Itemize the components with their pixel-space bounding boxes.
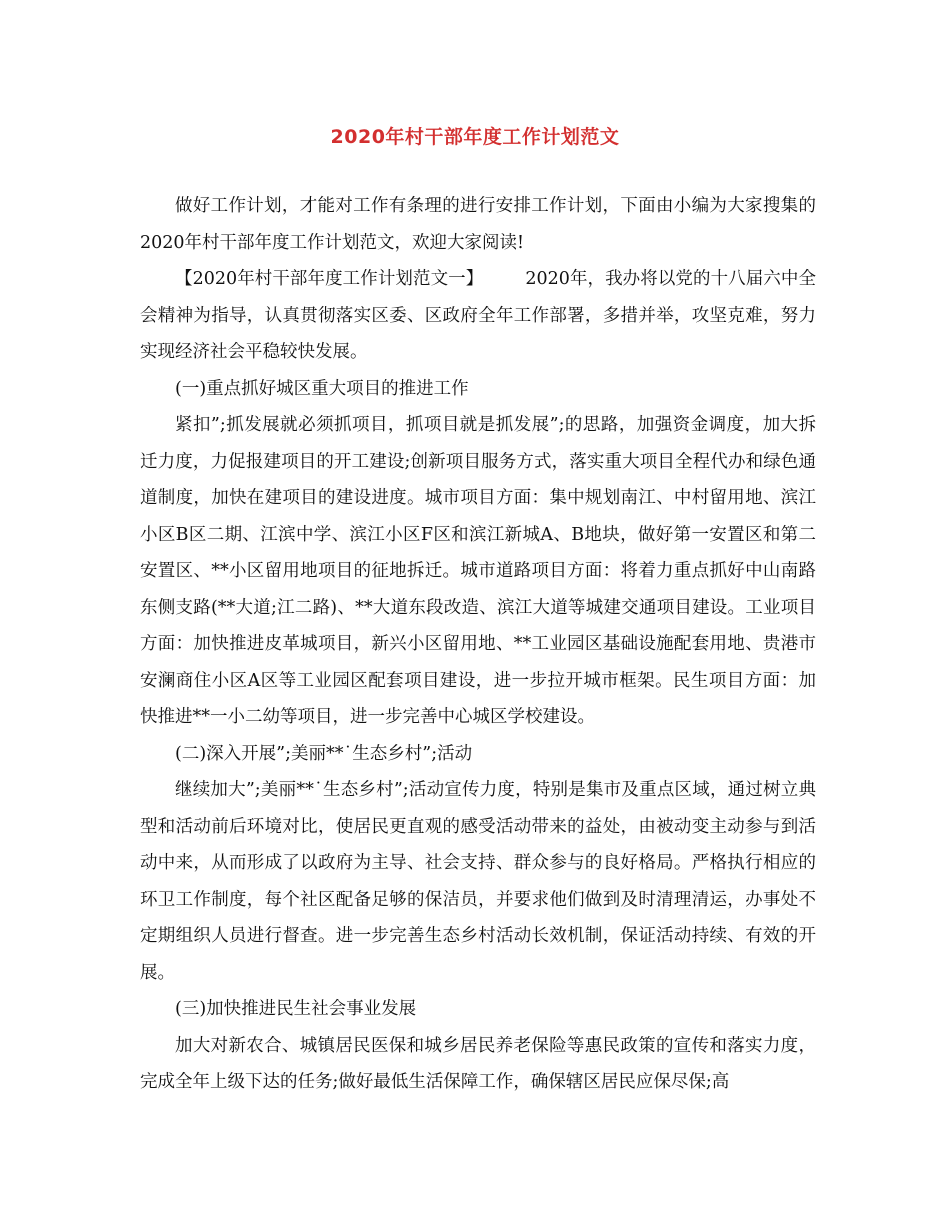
paragraph-1: 紧扣”;抓发展就必须抓项目，抓项目就是抓发展”;的思路，加强资金调度，加大拆迁力度，力促报建项目的开工建设;创新项目服务方式，落实重大项目全程代办和绿色通道制度，加快在建项目的建设进度。城市项目方面：集中规划南江、中村留用地、滨江小区B区二期、江滨中学、滨江小区F区和滨江新城A、B地块，做好第一安置区和第二安置区、**小区留用地项目的征地拆迁。城市道路项目方面：将着力重点抓好中山南路东侧支路(**大道;江二路)、**大道东段改造、滨江大道等城建交通项目建设。工业项目方面：加快推进皮革城项目，新兴小区留用地、**工业园区基础设施配套用地、贵港市安澜商住小区A区等工业园区配套项目建设，进一步拉开城市框架。民生项目方面：加快推进**一小二幼等项目，进一步完善中心城区学校建设。 (140, 415, 816, 727)
section-text: 2020年，我办将以党的十八届六中全会精神为指导，认真贯彻落实区委、区政府全年工作部署，多措并举，攻坚克难，努力实现经济社会平稳较快发展。 (140, 269, 816, 362)
subheading-2: (二)深入开展”;美丽**˙生态乡村”;活动 (175, 743, 473, 764)
document-body (140, 188, 816, 1101)
document-title: 2020年村干部年度工作计划范文 (330, 126, 620, 148)
paragraph-3: 加大对新农合、城镇居民医保和城乡居民养老保险等惠民政策的宣传和落实力度，完成全年上级下达的任务;做好最低生活保障工作，确保辖区居民应保尽保;高 (140, 1035, 816, 1092)
intro-paragraph: 做好工作计划，才能对工作有条理的进行安排工作计划，下面由小编为大家搜集的2020年村干部年度工作计划范文，欢迎大家阅读! (140, 196, 816, 253)
section-paragraph (140, 261, 816, 371)
subheading-3: (三)加快推进民生社会事业发展 (175, 999, 417, 1019)
subheading-1: (一)重点抓好城区重大项目的推进工作 (175, 378, 469, 399)
section-heading: 【2020年村干部年度工作计划范文一】 (175, 269, 484, 289)
paragraph-2: 继续加大”;美丽**˙生态乡村”;活动宣传力度，特别是集市及重点区域，通过树立典型和活动前后环境对比，使居民更直观的感受活动带来的益处，由被动变主动参与到活动中来，从而形成了以政府为主导、社会支持、群众参与的良好格局。严格执行相应的环卫工作制度，每个社区配备足够的保洁员，并要求他们做到及时清理清运，办事处不定期组织人员进行督查。进一步完善生态乡村活动长效机制，保证活动持续、有效的开展。 (140, 780, 816, 983)
